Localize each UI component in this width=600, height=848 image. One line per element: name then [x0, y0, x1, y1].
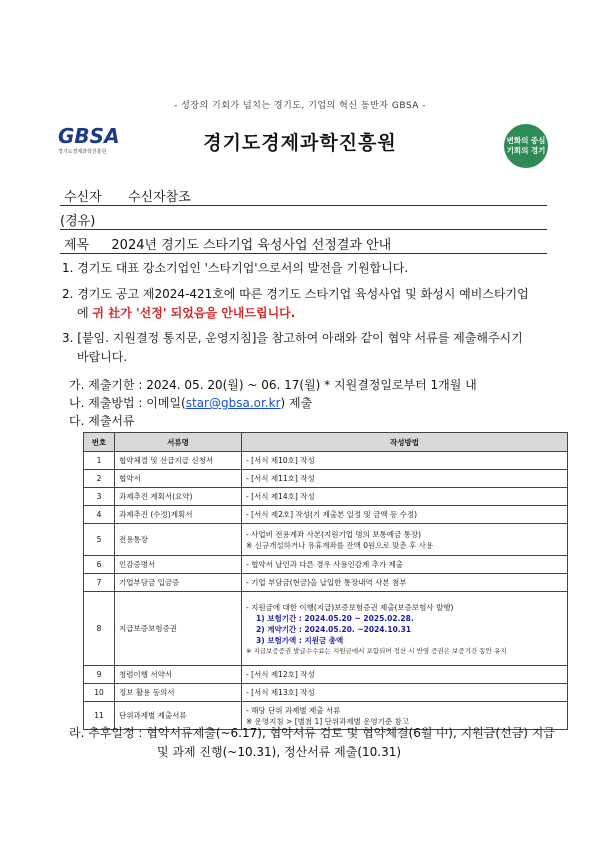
item-b-method: [69, 394, 312, 413]
insurance-amount: 3) 보험가액 : 지원금 총액: [256, 636, 344, 645]
schedule-line2: 및 과제 진행(~10.31), 정산서류 제출(10.31): [157, 745, 402, 759]
subject-label: 제목: [64, 238, 90, 253]
via-row: (경유): [60, 214, 96, 229]
row-method: [242, 592, 568, 666]
row-number: 5: [84, 524, 115, 556]
paragraph-3: [62, 329, 582, 367]
documents-table: [83, 432, 568, 730]
method-note: ※ 신규개설하거나 유휴계좌를 잔액 0원으로 맞춘 후 사용: [246, 540, 434, 550]
paragraph-2-line1: 2. 경기도 공고 제2024-421호에 따른 경기도 스타기업 육성사업 및 화성시 예비스타기업: [62, 287, 529, 301]
paragraph-2-line2: [62, 304, 582, 323]
row-number: 2: [84, 470, 115, 488]
table-row: [84, 524, 568, 556]
selection-notice: 귀 社가 '선정' 되었음을 안내드립니다.: [92, 306, 296, 320]
row-method: - 기업 부담금(현금)을 납입한 통장내역 사본 첨부: [242, 574, 568, 592]
row-method: - [서식 제10호] 작성: [242, 452, 568, 470]
insurance-period: 1) 보험기간 : 2024.05.20 ~ 2025.02.28.: [256, 614, 414, 623]
row-method: - [서식 제11호] 작성: [242, 470, 568, 488]
divider: [60, 229, 547, 230]
row-method: - 협약서 날인과 다른 경우 사용인감계 추가 제출: [242, 556, 568, 574]
row-name: 기업부담금 입금증: [115, 574, 242, 592]
slogan: - 성장의 기회가 넘치는 경기도, 기업의 혁신 동반자 GBSA -: [173, 101, 426, 111]
recipient-label: 수신자: [64, 190, 102, 205]
subject-row: [64, 234, 391, 253]
row-name: 청렴이행 서약서: [115, 666, 242, 684]
item-d-schedule: [69, 724, 589, 762]
paragraph-3-line1: 3. [붙임. 지원결정 통지문, 운영지침]을 참고하여 아래와 같이 협약 서류를 제출해주시기: [62, 331, 523, 345]
method-note: ※ 운영지침 > [별첨 1] 단위과제별 운영기준 참고: [246, 716, 410, 726]
contract-period: 2) 계약기간 : 2024.05.20. ~2024.10.31: [256, 625, 412, 634]
email-link[interactable]: star@gbsa.or.kr: [185, 396, 281, 410]
table-row: [84, 470, 568, 488]
row-number: 8: [84, 592, 115, 666]
row-number: 6: [84, 556, 115, 574]
logo-subtitle: 경기도경제과학진흥원: [58, 149, 107, 155]
method-line: - 지원금에 대한 이행(지급)보증보험증권 제출(보증보험사 발행): [246, 603, 454, 612]
paragraph-2: [62, 285, 582, 323]
row-number: 9: [84, 666, 115, 684]
row-name: 과제추진 (수정)계획서: [115, 506, 242, 524]
row-number: 4: [84, 506, 115, 524]
table-row: [84, 556, 568, 574]
row-name: 전용통장: [115, 524, 242, 556]
row-method: - [서식 제13호] 작성: [242, 684, 568, 702]
table-row: [84, 592, 568, 666]
row-name: 단위과제별 제출서류: [115, 702, 242, 730]
table-row: [84, 574, 568, 592]
item-a-deadline: 가. 제출기한 : 2024. 05. 20(월) ~ 06. 17(월) * 지원결정일로부터 1개월 내: [69, 378, 477, 392]
row-number: 7: [84, 574, 115, 592]
organization-title: 경기도경제과학진흥원: [203, 132, 397, 154]
row-number: 10: [84, 684, 115, 702]
row-name: 협약체결 및 선급지급 신청서: [115, 452, 242, 470]
table-row: [84, 506, 568, 524]
item-b-prefix: 나. 제출방법 : 이메일(: [69, 396, 186, 410]
method-line: - 해당 단위 과제별 제출 서류: [246, 705, 341, 715]
header-document-name: 서류명: [115, 433, 242, 452]
recipient-value: 수신자참조: [127, 190, 191, 205]
item-b-suffix: ) 제출: [280, 396, 313, 410]
row-method: - [서식 제12호] 작성: [242, 666, 568, 684]
gyeonggi-badge-logo: [504, 124, 548, 168]
header-number: 번호: [84, 433, 115, 452]
divider: [60, 253, 547, 254]
recipient-row: [64, 186, 191, 205]
row-name: 정보 활용 동의서: [115, 684, 242, 702]
table-row: [84, 684, 568, 702]
badge-line1: 변화의 중심: [506, 136, 546, 145]
logo-text: GBSA: [58, 124, 120, 148]
row-method: - [서식 제2호] 작성(기 제출본 일정 및 금액 등 수정): [242, 506, 568, 524]
row-name: 협약서: [115, 470, 242, 488]
table-header-row: [84, 433, 568, 452]
paragraph-2-prefix: 에: [77, 306, 93, 320]
row-name: 인감증명서: [115, 556, 242, 574]
paragraph-1: 1. 경기도 대표 강소기업인 '스타기업'으로서의 발전을 기원합니다.: [62, 261, 409, 275]
subject-value: 2024년 경기도 스타기업 육성사업 선정결과 안내: [111, 238, 392, 253]
table-row: [84, 488, 568, 506]
item-c-documents: 다. 제출서류: [69, 414, 135, 428]
badge-line2: 기회의 경기: [506, 146, 546, 155]
divider: [60, 205, 547, 206]
row-number: 1: [84, 452, 115, 470]
paragraph-3-line2: 바랍니다.: [77, 350, 128, 364]
schedule-line1: 라. 추후일정 : 협약서류제출(~6.17), 협약서류 검토 및 협약체결(6월 中), 지원금(선금) 지급: [69, 726, 555, 740]
row-number: 3: [84, 488, 115, 506]
row-number: 11: [84, 702, 115, 730]
header-method: 작성방법: [242, 433, 568, 452]
row-name: 지급보증보험증권: [115, 592, 242, 666]
method-line: - 사업비 전용계좌 사본(지원기업 명의 보통예금 통장): [246, 529, 422, 539]
row-method: [242, 524, 568, 556]
row-method: - [서식 제14호] 작성: [242, 488, 568, 506]
table-row: [84, 666, 568, 684]
table-row: [84, 452, 568, 470]
row-name: 과제추진 계획서(요약): [115, 488, 242, 506]
method-note: ※ 지급보증증권 발급수수료는 지원금에서 포함되며 정산 시 반영 증권은 보증기간 동안 유지: [246, 647, 507, 655]
